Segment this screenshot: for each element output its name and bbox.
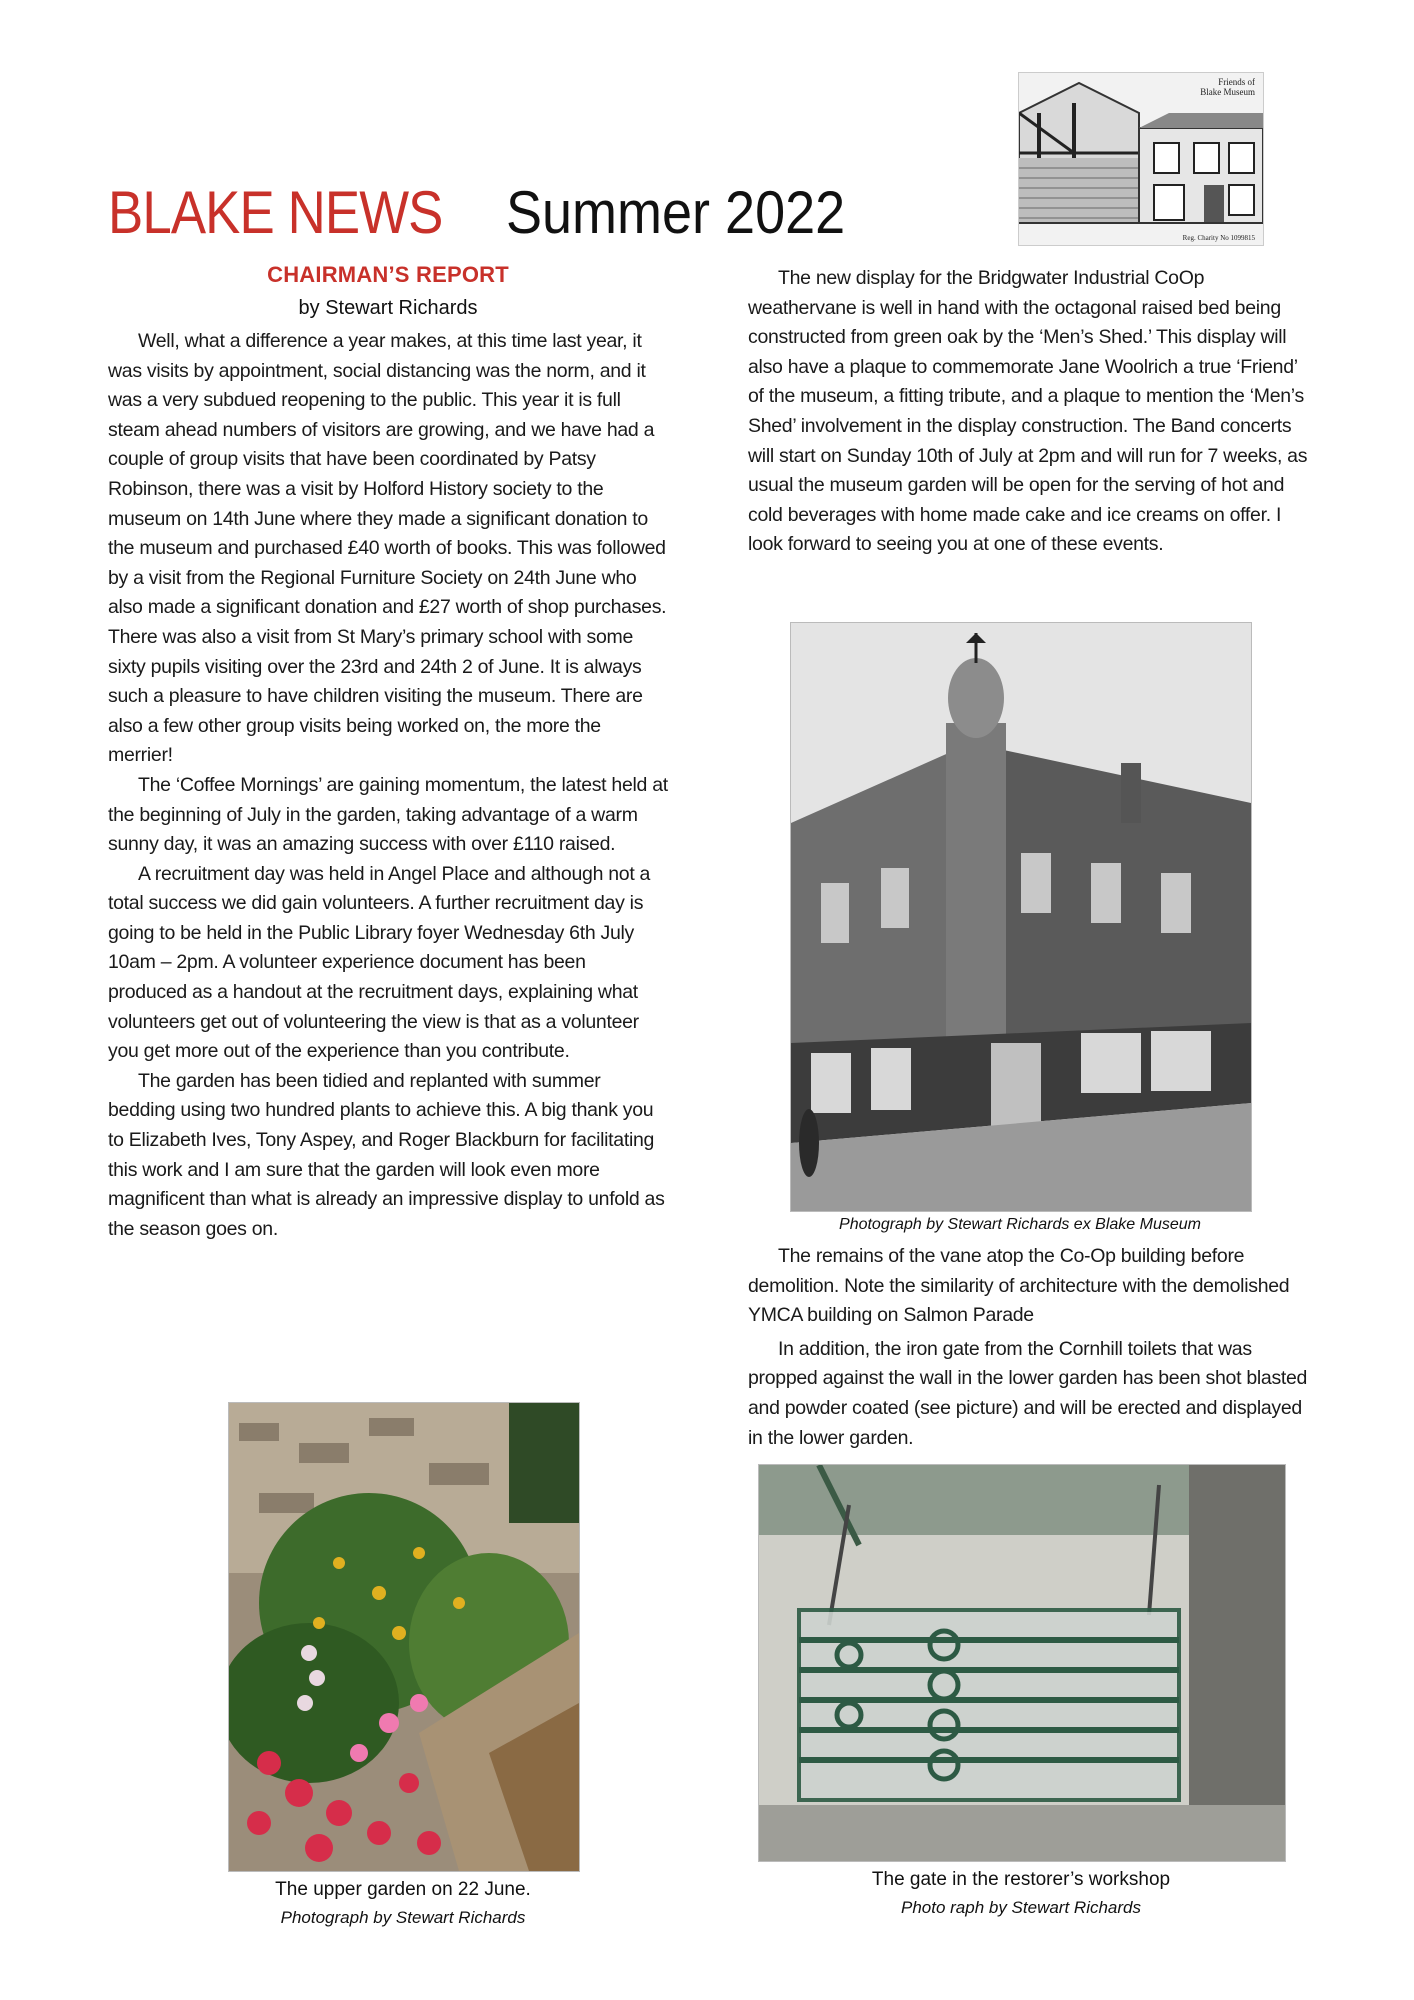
upper-garden-photo (228, 1402, 580, 1872)
restored-gate-photo (758, 1464, 1286, 1862)
friends-of-blake-museum-logo (1018, 72, 1264, 246)
garden-photo-credit: Photograph by Stewart Richards (280, 1908, 526, 1927)
paragraph: In addition, the iron gate from the Cornhill toilets that was propped against the wall in the lower garden has been shot blasted and powder coated (see picture) and will be erected and displayed in the lower garden. (748, 1337, 1308, 1449)
coop-photo-credit: Photograph by Stewart Richards ex Blake Museum (839, 1216, 1201, 1233)
report-byline: by Stewart Richards (298, 297, 478, 319)
paragraph: The ‘Coffee Mornings’ are gaining momentum, the latest held at the beginning of July in the garden, taking advantage of a warm sunny day, it was an amazing success with over £110 raised. (108, 773, 668, 856)
gate-photo-caption: The gate in the restorer’s workshop (871, 1869, 1171, 1890)
gate-photo-credit: Photo raph by Stewart Richards (900, 1898, 1141, 1917)
logo-charity-number: Reg. Charity No 1099815 (1182, 234, 1255, 242)
right-column-top (748, 264, 1308, 560)
paragraph: The remains of the vane atop the Co-Op building before demolition. Note the similarity of architecture with the demolished YMCA building on Salmon Parade (748, 1245, 1290, 1327)
paragraph: Well, what a difference a year makes, at this time last year, it was visits by appointment, social distancing was the norm, and it was a very subdued reopening to the public. This year it is full steam ahead numbers of visitors are growing, and we have had a couple of group visits that have been coordinated by Patsy Robinson, there was a visit by Holford History society to the museum on 14th June where they made a significant donation to the museum and purchased £40 worth of books. This was followed by a visit from the Regional Furniture Society on 24th June who also made a significant donation and £27 worth of shop purchases. There was also a visit from St Mary’s primary school with some sixty pupils visiting over the 23rd and 24th 2 of June. It is always such a pleasure to have children visiting the museum. There are also a few other group visits being worked on, the more the merrier! (108, 330, 667, 767)
garden-photo-caption: The upper garden on 22 June. (275, 1879, 531, 1900)
paragraph: A recruitment day was held in Angel Place and although not a total success we did gain volunteers. A further recruitment day is going to be held in the Public Library foyer Wednesday 6th July 10am – 2pm. A volunteer experience document has been produced as a handout at the recruitment days, explaining what volunteers get out of volunteering the view is that as a volunteer you get more out of the experience than you contribute. (108, 862, 651, 1063)
left-column (108, 327, 668, 1244)
masthead (108, 178, 846, 258)
newsletter-brand: BLAKE NEWS (108, 179, 443, 246)
paragraph: The new display for the Bridgwater Industrial CoOp weathervane is well in hand with the octagonal raised bed being constructed from green oak by the ‘Men’s Shed.’ This display will also have a plaque to commemorate Jane Woolrich a true ‘Friend’ of the museum, a fitting tribute, and a plaque to mention the ‘Men’s Shed’ involvement in the display construction. The Band concerts will start on Sunday 10th of July at 2pm and will run for 7 weeks, as usual the museum garden will be open for the serving of hot and cold beverages with home made cake and ice creams on offer. I look forward to seeing you at one of these events. (748, 267, 1308, 556)
newsletter-issue: Summer 2022 (506, 179, 846, 246)
logo-title: Friends of Blake Museum (1200, 77, 1255, 97)
museum-building-sketch (1019, 73, 1263, 245)
right-column-bottom (748, 1242, 1308, 1453)
coop-building-photo (790, 622, 1252, 1212)
report-heading: CHAIRMAN’S REPORT (267, 262, 509, 287)
paragraph: The garden has been tidied and replanted with summer bedding using two hundred plants to achieve this. A big thank you to Elizabeth Ives, Tony Aspey, and Roger Blackburn for facilitating this work and I am sure that the garden will look even more magnificent than what is already an impressive display to unfold as the season goes on. (108, 1069, 665, 1240)
